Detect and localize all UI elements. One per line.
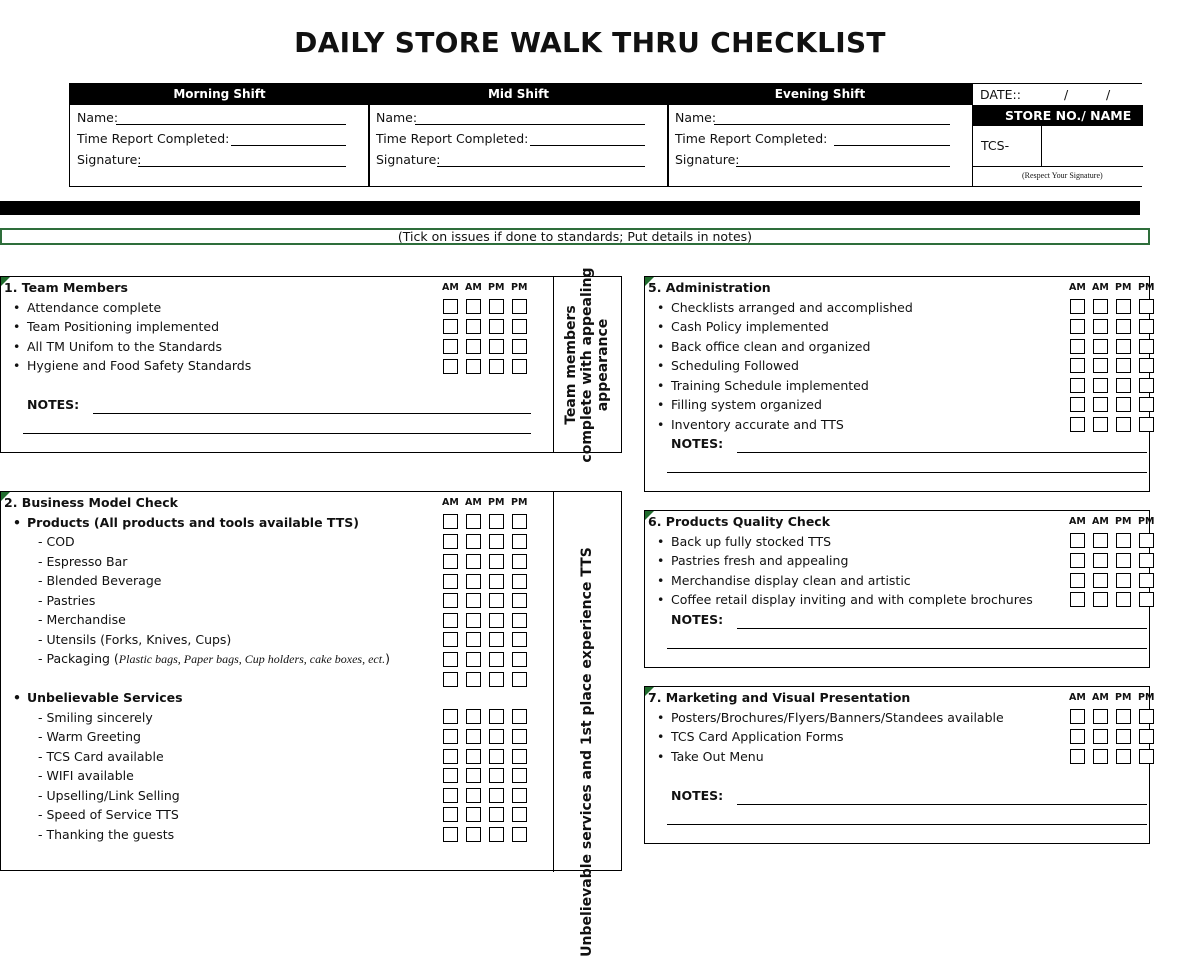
notes-line[interactable] [737, 452, 1147, 453]
evening-time-label: Time Report Completed: [675, 131, 828, 146]
checkbox[interactable] [1116, 749, 1131, 764]
checkbox[interactable] [512, 709, 527, 724]
checkbox[interactable] [466, 574, 481, 589]
checklist-item: - Utensils (Forks, Knives, Cups) [38, 632, 232, 647]
checkbox[interactable] [489, 554, 504, 569]
checkbox[interactable] [1116, 397, 1131, 412]
checkbox[interactable] [1070, 729, 1085, 744]
item-text: Thanking the guests [46, 827, 175, 842]
products-heading: • Products (All products and tools available TTS) [27, 515, 359, 530]
checkbox[interactable] [466, 632, 481, 647]
checkbox[interactable] [1070, 378, 1085, 393]
checkbox[interactable] [466, 788, 481, 803]
checkbox[interactable] [512, 574, 527, 589]
morning-shift-header: Morning Shift [70, 84, 369, 105]
checkbox[interactable] [512, 339, 527, 354]
evening-name-label: Name: [675, 110, 717, 125]
checkbox[interactable] [1139, 319, 1154, 334]
checkbox[interactable] [466, 534, 481, 549]
store-field-row [973, 126, 1143, 167]
checkbox[interactable] [1093, 299, 1108, 314]
mid-shift-header: Mid Shift [369, 84, 668, 105]
checkbox[interactable] [466, 359, 481, 374]
item-text: Pastries [46, 593, 96, 608]
checkbox[interactable] [1116, 709, 1131, 724]
team-side-caption [563, 267, 611, 462]
packaging-detail: Plastic bags, Paper bags, Cup holders, cake boxes, ect. [118, 652, 386, 666]
checkbox[interactable] [1139, 378, 1154, 393]
notes-line[interactable] [23, 433, 531, 434]
checklist-item: • Checklists arranged and accomplished [671, 300, 913, 315]
date-separator: / [1064, 87, 1069, 102]
checkbox[interactable] [1093, 553, 1108, 568]
item-text: Packaging ( [46, 651, 119, 666]
checklist-item: • Hygiene and Food Safety Standards [27, 358, 251, 373]
checklist-item: - COD [38, 534, 75, 549]
checkbox[interactable] [489, 593, 504, 608]
checkbox[interactable] [512, 319, 527, 334]
checkbox[interactable] [443, 593, 458, 608]
team-members-section [0, 267, 622, 463]
divider-bar [0, 201, 1140, 215]
checkbox[interactable] [512, 807, 527, 822]
checkbox[interactable] [1139, 709, 1154, 724]
checkbox[interactable] [1070, 319, 1085, 334]
checkbox[interactable] [443, 827, 458, 842]
checkbox[interactable] [443, 709, 458, 724]
checkbox[interactable] [466, 729, 481, 744]
mid-shift-panel [368, 83, 669, 187]
col-label: AM [1092, 516, 1109, 527]
store-name-field[interactable] [1043, 126, 1143, 166]
checkbox[interactable] [489, 574, 504, 589]
notes-label: NOTES: [671, 436, 724, 451]
mid-signature-label: Signature: [376, 152, 441, 167]
checklist-item: - Speed of Service TTS [38, 807, 179, 822]
checkbox[interactable] [512, 299, 527, 314]
checkbox[interactable] [1139, 573, 1154, 588]
checklist-item: • Scheduling Followed [671, 358, 799, 373]
checkbox[interactable] [443, 768, 458, 783]
col-label: AM [442, 497, 459, 508]
notes-line[interactable] [667, 472, 1147, 473]
col-label: AM [1092, 692, 1109, 703]
checkbox[interactable] [466, 709, 481, 724]
checkbox[interactable] [489, 709, 504, 724]
checkbox[interactable] [443, 632, 458, 647]
evening-shift-panel [667, 83, 973, 187]
checkbox[interactable] [1116, 339, 1131, 354]
signature-note: (Respect Your Signature) [1022, 171, 1103, 180]
notes-label: NOTES: [27, 397, 80, 412]
checkbox[interactable] [443, 788, 458, 803]
checkbox[interactable] [1093, 592, 1108, 607]
col-label: PM [511, 282, 528, 293]
checkbox[interactable] [1070, 339, 1085, 354]
checklist-item: • All TM Unifom to the Standards [27, 339, 222, 354]
checkbox[interactable] [466, 514, 481, 529]
morning-name-label: Name: [77, 110, 119, 125]
services-heading: • Unbelievable Services [27, 690, 183, 705]
checklist-item: - Thanking the guests [38, 827, 175, 842]
store-prefix: TCS- [981, 138, 1010, 153]
checkbox[interactable] [1116, 319, 1131, 334]
checkbox[interactable] [1139, 358, 1154, 373]
morning-time-field[interactable] [231, 145, 346, 146]
checkbox[interactable] [443, 749, 458, 764]
col-label: PM [511, 497, 528, 508]
administration-title: 5. Administration [648, 280, 771, 295]
side-caption-line: appearance [595, 318, 611, 412]
checkbox[interactable] [512, 827, 527, 842]
checkbox[interactable] [512, 514, 527, 529]
checkbox[interactable] [1139, 299, 1154, 314]
col-label: AM [1069, 282, 1086, 293]
checkbox[interactable] [512, 593, 527, 608]
checklist-item: • Cash Policy implemented [671, 319, 829, 334]
notes-line[interactable] [737, 804, 1147, 805]
checkbox[interactable] [443, 574, 458, 589]
col-label: PM [1115, 692, 1132, 703]
checkbox[interactable] [443, 672, 458, 687]
checkbox[interactable] [466, 807, 481, 822]
checkbox[interactable] [1093, 417, 1108, 432]
checkbox[interactable] [512, 749, 527, 764]
page-title: DAILY STORE WALK THRU CHECKLIST [294, 26, 886, 59]
side-divider [553, 277, 554, 453]
checklist-item: - Smiling sincerely [38, 710, 153, 725]
checkbox[interactable] [443, 554, 458, 569]
checkbox[interactable] [489, 632, 504, 647]
checkbox[interactable] [489, 514, 504, 529]
item-text: Espresso Bar [46, 554, 128, 569]
checklist-item: • Back up fully stocked TTS [671, 534, 831, 549]
checklist-item: - Merchandise [38, 612, 126, 627]
notes-label: NOTES: [671, 788, 724, 803]
checkbox[interactable] [1093, 749, 1108, 764]
checkbox[interactable] [1093, 358, 1108, 373]
checkbox[interactable] [489, 652, 504, 667]
checkbox[interactable] [1116, 553, 1131, 568]
checklist-item: - Pastries [38, 593, 96, 608]
checklist-item: • Back office clean and organized [671, 339, 870, 354]
checkbox[interactable] [1070, 749, 1085, 764]
checkbox[interactable] [443, 299, 458, 314]
products-quality-title: 6. Products Quality Check [648, 514, 831, 529]
checkbox[interactable] [1070, 573, 1085, 588]
col-label: AM [442, 282, 459, 293]
checkbox[interactable] [512, 729, 527, 744]
checkbox[interactable] [1070, 709, 1085, 724]
checkbox[interactable] [1093, 397, 1108, 412]
checkbox[interactable] [1139, 417, 1154, 432]
side-caption-line: Team members [563, 305, 579, 425]
checkbox[interactable] [1116, 299, 1131, 314]
checkbox[interactable] [1139, 397, 1154, 412]
checkbox[interactable] [1070, 358, 1085, 373]
date-separator[interactable]: / [1106, 87, 1111, 102]
item-text: Warm Greeting [46, 729, 141, 744]
col-label: AM [465, 282, 482, 293]
checkbox[interactable] [489, 299, 504, 314]
col-label: PM [1115, 282, 1132, 293]
col-label: PM [488, 497, 505, 508]
checklist-item: • Merchandise display clean and artistic [671, 573, 911, 588]
mid-name-label: Name: [376, 110, 418, 125]
mid-time-label: Time Report Completed: [376, 131, 529, 146]
col-label: PM [1138, 282, 1155, 293]
morning-time-label: Time Report Completed: [77, 131, 230, 146]
checkbox[interactable] [1139, 749, 1154, 764]
notes-line[interactable] [737, 628, 1147, 629]
col-label: AM [1092, 282, 1109, 293]
evening-shift-header: Evening Shift [668, 84, 972, 105]
evening-signature-field[interactable] [736, 166, 950, 167]
checklist-item: - Blended Beverage [38, 573, 162, 588]
checkbox[interactable] [512, 613, 527, 628]
checklist-item: • Training Schedule implemented [671, 378, 869, 393]
instruction-banner: (Tick on issues if done to standards; Put details in notes) [0, 228, 1150, 245]
checkbox[interactable] [1116, 729, 1131, 744]
team-members-title: 1. Team Members [4, 280, 128, 295]
checkbox[interactable] [1139, 729, 1154, 744]
checkbox[interactable] [1070, 553, 1085, 568]
checkbox[interactable] [1070, 397, 1085, 412]
checkbox[interactable] [443, 319, 458, 334]
checkbox[interactable] [443, 652, 458, 667]
checkbox[interactable] [1116, 417, 1131, 432]
mid-name-field[interactable] [415, 124, 645, 125]
morning-signature-field[interactable] [138, 166, 346, 167]
mid-signature-field[interactable] [437, 166, 645, 167]
checkbox[interactable] [1116, 378, 1131, 393]
marketing-section [644, 686, 1155, 844]
checkbox[interactable] [489, 807, 504, 822]
checklist-item: • Team Positioning implemented [27, 319, 219, 334]
checkbox[interactable] [489, 534, 504, 549]
checkbox[interactable] [512, 534, 527, 549]
item-text: COD [46, 534, 75, 549]
col-label: PM [1138, 516, 1155, 527]
administration-section [644, 276, 1155, 492]
col-label: PM [1115, 516, 1132, 527]
checklist-item: - Warm Greeting [38, 729, 141, 744]
checkbox[interactable] [466, 593, 481, 608]
checkbox[interactable] [512, 652, 527, 667]
store-divider [1041, 126, 1042, 166]
business-model-section [0, 491, 622, 957]
checkbox[interactable] [489, 788, 504, 803]
checklist-item: • Attendance complete [27, 300, 161, 315]
business-side-caption: Unbelievable services and 1st place experience TTS [579, 547, 595, 957]
checkbox[interactable] [1116, 358, 1131, 373]
checkbox[interactable] [466, 768, 481, 783]
checkbox[interactable] [466, 652, 481, 667]
checkbox[interactable] [1093, 729, 1108, 744]
checklist-item: • Pastries fresh and appealing [671, 553, 848, 568]
notes-line[interactable] [667, 648, 1147, 649]
checkbox[interactable] [489, 319, 504, 334]
checkbox[interactable] [1093, 319, 1108, 334]
checkbox[interactable] [489, 613, 504, 628]
marketing-title: 7. Marketing and Visual Presentation [648, 690, 911, 705]
checklist-item: • Filling system organized [671, 397, 822, 412]
products-quality-section [644, 510, 1155, 668]
morning-shift-panel [69, 83, 370, 187]
item-text: Speed of Service TTS [46, 807, 179, 822]
checkbox[interactable] [512, 672, 527, 687]
col-label: AM [465, 497, 482, 508]
checklist-item: - Upselling/Link Selling [38, 788, 180, 803]
notes-label: NOTES: [671, 612, 724, 627]
evening-name-field[interactable] [714, 124, 950, 125]
checkbox[interactable] [443, 534, 458, 549]
checkbox[interactable] [1070, 592, 1085, 607]
checkbox[interactable] [512, 359, 527, 374]
checkbox[interactable] [512, 632, 527, 647]
checklist-item: - Espresso Bar [38, 554, 128, 569]
date-store-panel [972, 83, 1142, 187]
store-header: STORE NO./ NAME [973, 105, 1143, 126]
checkbox[interactable] [1116, 573, 1131, 588]
mid-time-field[interactable] [530, 145, 645, 146]
checklist-item: • Posters/Brochures/Flyers/Banners/Standees available [671, 710, 1004, 725]
checkbox[interactable] [466, 319, 481, 334]
evening-signature-label: Signature: [675, 152, 740, 167]
col-label: AM [1069, 516, 1086, 527]
checkbox[interactable] [466, 339, 481, 354]
checkbox[interactable] [1093, 339, 1108, 354]
col-label: PM [488, 282, 505, 293]
date-label: DATE:: [980, 87, 1021, 102]
notes-line[interactable] [667, 824, 1147, 825]
item-text: Utensils (Forks, Knives, Cups) [46, 632, 232, 647]
checkbox[interactable] [489, 729, 504, 744]
checklist-item: - WIFI available [38, 768, 134, 783]
checkbox[interactable] [466, 749, 481, 764]
checkbox[interactable] [489, 827, 504, 842]
checkbox[interactable] [1070, 299, 1085, 314]
item-text: WIFI available [46, 768, 134, 783]
checkbox[interactable] [512, 768, 527, 783]
checkbox[interactable] [489, 749, 504, 764]
evening-time-field[interactable] [834, 145, 950, 146]
item-text: Merchandise [46, 612, 126, 627]
checkbox[interactable] [1139, 339, 1154, 354]
checkbox[interactable] [1093, 573, 1108, 588]
checkbox[interactable] [443, 339, 458, 354]
item-text: Smiling sincerely [46, 710, 153, 725]
checkbox[interactable] [443, 359, 458, 374]
checkbox[interactable] [466, 613, 481, 628]
checkbox[interactable] [1093, 378, 1108, 393]
notes-line[interactable] [93, 413, 531, 414]
checkbox[interactable] [466, 827, 481, 842]
checkbox[interactable] [1070, 417, 1085, 432]
side-caption-line: complete with appealing [579, 267, 595, 463]
checkbox[interactable] [512, 554, 527, 569]
checkbox[interactable] [466, 554, 481, 569]
checkbox[interactable] [512, 788, 527, 803]
checkbox[interactable] [489, 672, 504, 687]
item-text: TCS Card available [46, 749, 164, 764]
checklist-item: • TCS Card Application Forms [671, 729, 844, 744]
checkbox[interactable] [1139, 592, 1154, 607]
morning-name-field[interactable] [116, 124, 346, 125]
checklist-item: • Take Out Menu [671, 749, 764, 764]
checkbox[interactable] [489, 359, 504, 374]
checkbox[interactable] [1139, 553, 1154, 568]
checkbox[interactable] [443, 613, 458, 628]
checkbox[interactable] [443, 729, 458, 744]
col-label: AM [1069, 692, 1086, 703]
checkbox[interactable] [1116, 533, 1131, 548]
checkbox[interactable] [443, 807, 458, 822]
side-divider [553, 492, 554, 872]
checkbox[interactable] [1070, 533, 1085, 548]
checkbox[interactable] [1116, 592, 1131, 607]
checkbox[interactable] [443, 514, 458, 529]
checklist-item: - Packaging (Plastic bags, Paper bags, Cup holders, cake boxes, ect.) [38, 651, 390, 666]
item-text: Upselling/Link Selling [46, 788, 180, 803]
checkbox[interactable] [466, 672, 481, 687]
col-label: PM [1138, 692, 1155, 703]
checkbox[interactable] [1093, 533, 1108, 548]
checkbox[interactable] [1139, 533, 1154, 548]
morning-signature-label: Signature: [77, 152, 142, 167]
item-text: ) [385, 651, 390, 666]
item-text: Blended Beverage [46, 573, 162, 588]
checklist-item: • Coffee retail display inviting and with complete brochures [671, 592, 1033, 607]
checklist-item: - TCS Card available [38, 749, 164, 764]
checkbox[interactable] [466, 299, 481, 314]
checklist-item: • Inventory accurate and TTS [671, 417, 844, 432]
checkbox[interactable] [1093, 709, 1108, 724]
checkbox[interactable] [489, 768, 504, 783]
checkbox[interactable] [489, 339, 504, 354]
business-model-title: 2. Business Model Check [4, 495, 178, 510]
